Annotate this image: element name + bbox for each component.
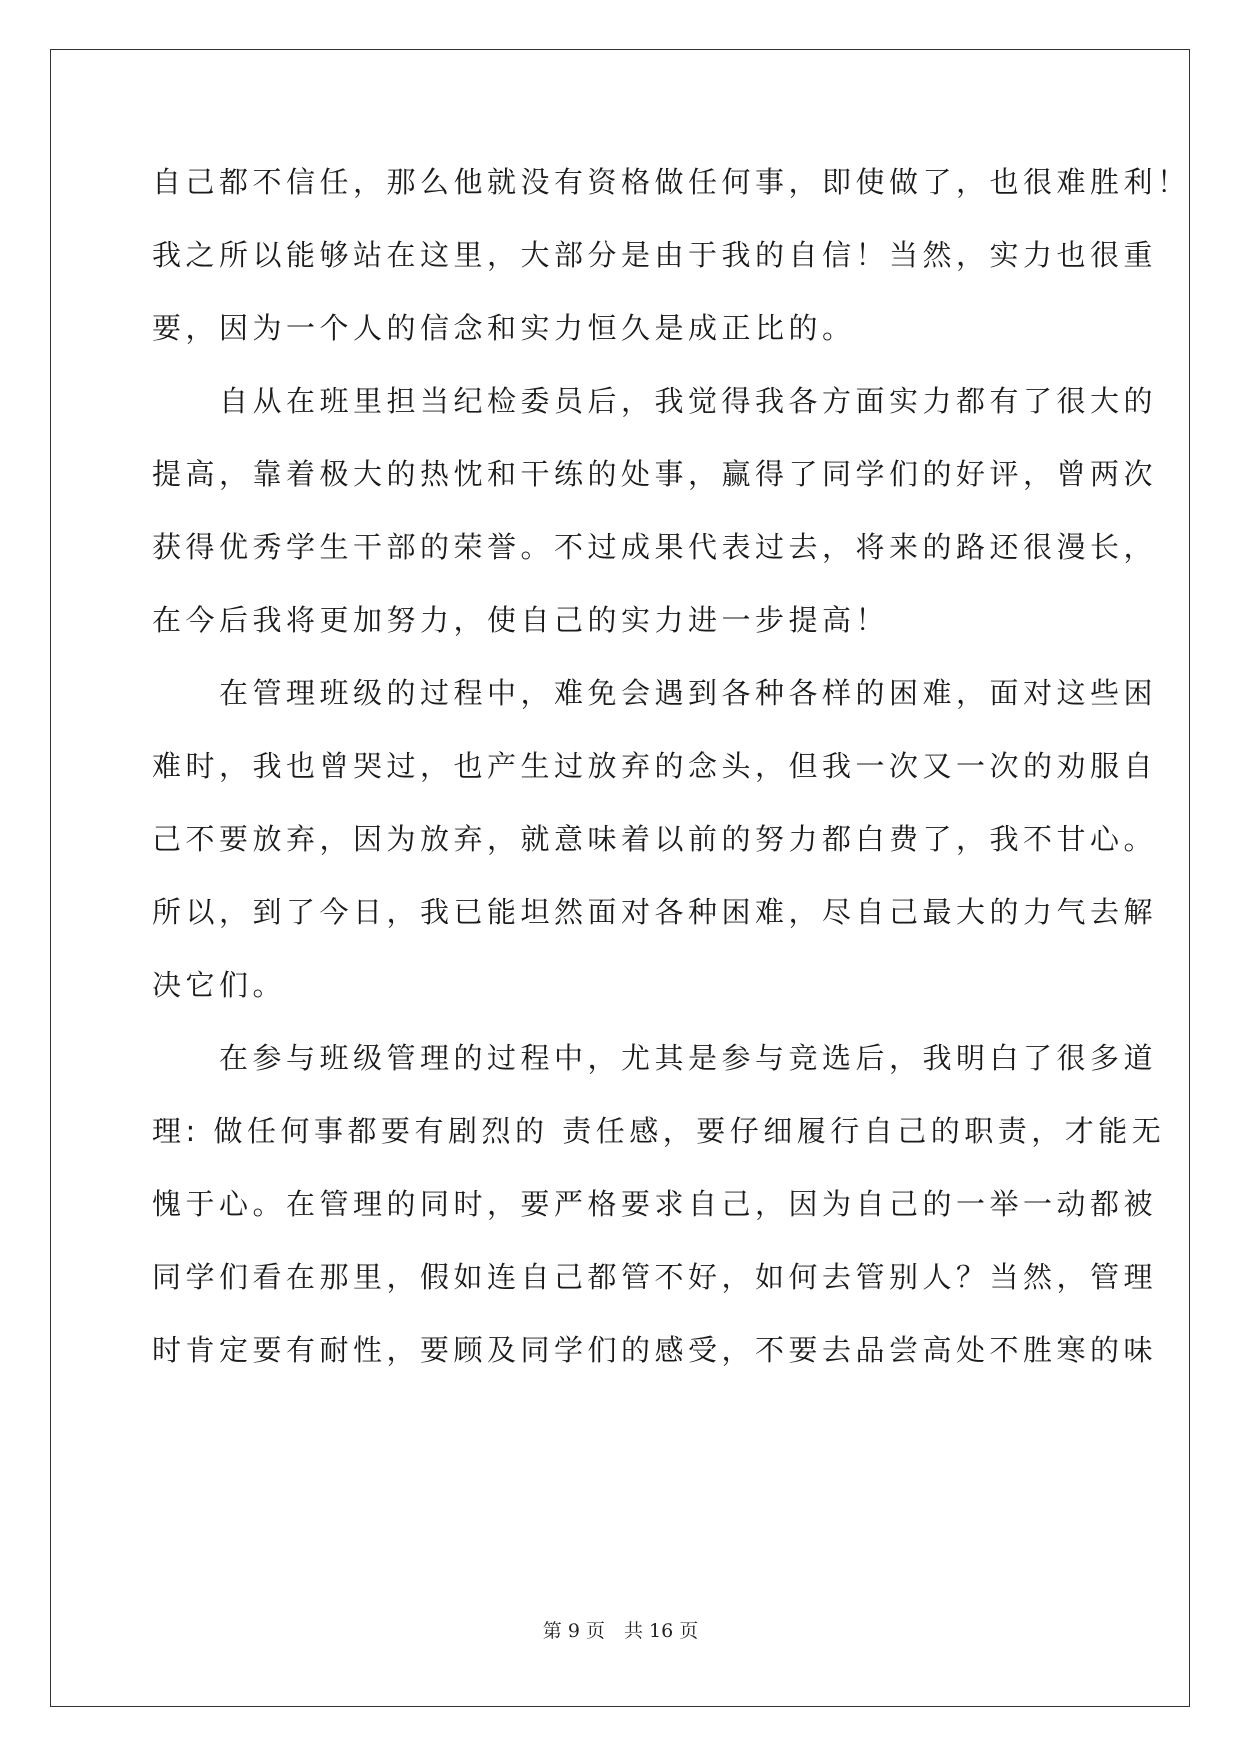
text-line: 难时，我也曾哭过，也产生过放弃的念头，但我一次又一次的劝服自 (152, 749, 1158, 783)
text-line: 时肯定要有耐性，要顾及同学们的感受，不要去品尝高处不胜寒的味 (152, 1333, 1158, 1367)
text-line: 在今后我将更加努力，使自己的实力进一步提高！ (152, 603, 890, 637)
text-line: 在管理班级的过程中，难免会遇到各种各样的困难，面对这些困 (152, 676, 1158, 710)
text-line: 提高，靠着极大的热忱和干练的处事，赢得了同学们的好评，曾两次 (152, 457, 1158, 491)
text-line: 在参与班级管理的过程中，尤其是参与竞选后，我明白了很多道 (152, 1041, 1158, 1075)
text-line: 愧于心。在管理的同时，要严格要求自己，因为自己的一举一动都被 (152, 1187, 1158, 1221)
page-number-footer: 第 9 页 共 16 页 (542, 1620, 699, 1642)
text-line: 要，因为一个人的信念和实力恒久是成正比的。 (152, 311, 856, 345)
text-line: 自己都不信任，那么他就没有资格做任何事，即使做了，也很难胜利！ (152, 165, 1191, 199)
text-line: 理: 做任何事都要有剧烈的 责任感，要仔细履行自己的职责，才能无 (152, 1114, 1166, 1148)
text-line: 自从在班里担当纪检委员后，我觉得我各方面实力都有了很大的 (152, 384, 1158, 418)
text-line: 所以，到了今日，我已能坦然面对各种困难，尽自己最大的力气去解 (152, 895, 1158, 929)
text-line: 获得优秀学生干部的荣誉。不过成果代表过去，将来的路还很漫长， (152, 530, 1158, 564)
page-border (50, 49, 1190, 1707)
text-line: 同学们看在那里，假如连自己都管不好，如何去管别人？当然，管理 (152, 1260, 1158, 1294)
text-line: 己不要放弃，因为放弃，就意味着以前的努力都白费了，我不甘心。 (152, 822, 1158, 856)
text-line: 我之所以能够站在这里，大部分是由于我的自信！当然，实力也很重 (152, 238, 1158, 272)
text-line: 决它们。 (152, 968, 287, 1002)
